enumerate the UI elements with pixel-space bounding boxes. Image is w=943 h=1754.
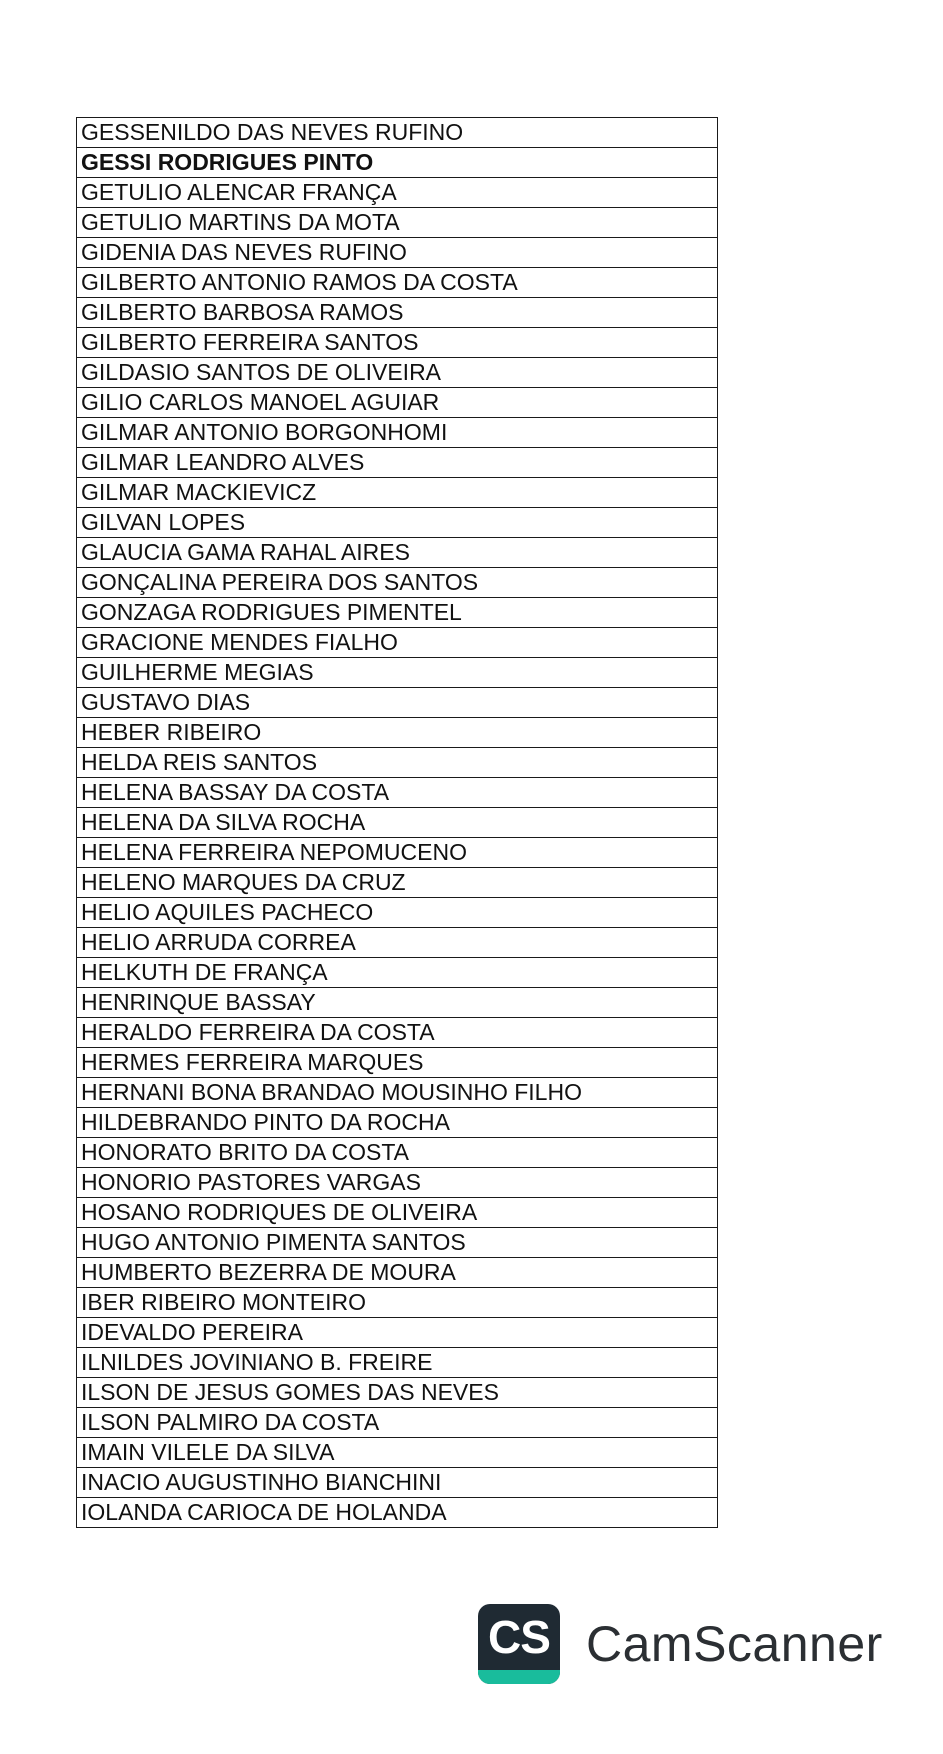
names-table-body: [77, 118, 718, 1528]
table-row: [77, 178, 718, 208]
camscanner-brand-text: CamScanner: [586, 1616, 883, 1672]
camscanner-logo-icon: [478, 1604, 560, 1684]
name-cell: IOLANDA CARIOCA DE HOLANDA: [77, 1498, 718, 1528]
name-cell: HEBER RIBEIRO: [77, 718, 718, 748]
table-row: [77, 208, 718, 238]
name-cell: GILDASIO SANTOS DE OLIVEIRA: [77, 358, 718, 388]
name-cell: HELENA FERREIRA NEPOMUCENO: [77, 838, 718, 868]
table-row: [77, 1108, 718, 1138]
table-row: [77, 718, 718, 748]
table-row: [77, 1378, 718, 1408]
table-row: [77, 538, 718, 568]
table-row: [77, 118, 718, 148]
name-cell: GILBERTO ANTONIO RAMOS DA COSTA: [77, 268, 718, 298]
name-cell: GETULIO ALENCAR FRANÇA: [77, 178, 718, 208]
table-row: [77, 268, 718, 298]
name-cell: GIDENIA DAS NEVES RUFINO: [77, 238, 718, 268]
name-cell: HENRINQUE BASSAY: [77, 988, 718, 1018]
table-row: [77, 328, 718, 358]
name-cell: ILSON DE JESUS GOMES DAS NEVES: [77, 1378, 718, 1408]
name-cell: IMAIN VILELE DA SILVA: [77, 1438, 718, 1468]
name-cell: GILMAR MACKIEVICZ: [77, 478, 718, 508]
table-row: [77, 1408, 718, 1438]
table-row: [77, 1498, 718, 1528]
table-row: [77, 358, 718, 388]
table-row: [77, 748, 718, 778]
name-cell: HELKUTH DE FRANÇA: [77, 958, 718, 988]
table-row: [77, 598, 718, 628]
name-cell: HELIO ARRUDA CORREA: [77, 928, 718, 958]
table-row: [77, 808, 718, 838]
table-row: [77, 958, 718, 988]
logo-accent-bar: [478, 1670, 560, 1684]
name-cell: GILMAR LEANDRO ALVES: [77, 448, 718, 478]
table-row: [77, 1168, 718, 1198]
table-row: [77, 868, 718, 898]
name-cell: GLAUCIA GAMA RAHAL AIRES: [77, 538, 718, 568]
table-row: [77, 1318, 718, 1348]
name-cell: HELENA BASSAY DA COSTA: [77, 778, 718, 808]
name-cell: HERMES FERREIRA MARQUES: [77, 1048, 718, 1078]
name-cell: GRACIONE MENDES FIALHO: [77, 628, 718, 658]
table-row: [77, 568, 718, 598]
table-row: [77, 1048, 718, 1078]
table-row: [77, 238, 718, 268]
name-cell: GETULIO MARTINS DA MOTA: [77, 208, 718, 238]
name-cell: GILIO CARLOS MANOEL AGUIAR: [77, 388, 718, 418]
name-cell: GONÇALINA PEREIRA DOS SANTOS: [77, 568, 718, 598]
name-cell: GUILHERME MEGIAS: [77, 658, 718, 688]
name-cell: HELDA REIS SANTOS: [77, 748, 718, 778]
table-row: [77, 298, 718, 328]
table-row: [77, 1138, 718, 1168]
table-row: [77, 658, 718, 688]
name-cell: GILVAN LOPES: [77, 508, 718, 538]
table-row: [77, 1198, 718, 1228]
table-row: [77, 628, 718, 658]
table-row: [77, 1078, 718, 1108]
name-cell: HERALDO FERREIRA DA COSTA: [77, 1018, 718, 1048]
table-row: [77, 478, 718, 508]
name-cell: HERNANI BONA BRANDAO MOUSINHO FILHO: [77, 1078, 718, 1108]
table-row: [77, 388, 718, 418]
table-row: [77, 778, 718, 808]
table-row: [77, 838, 718, 868]
name-cell: GILMAR ANTONIO BORGONHOMI: [77, 418, 718, 448]
name-cell: ILNILDES JOVINIANO B. FREIRE: [77, 1348, 718, 1378]
camscanner-watermark: [478, 1604, 883, 1684]
name-cell: HONORATO BRITO DA COSTA: [77, 1138, 718, 1168]
name-cell: GESSENILDO DAS NEVES RUFINO: [77, 118, 718, 148]
table-row: [77, 148, 718, 178]
name-cell: HILDEBRANDO PINTO DA ROCHA: [77, 1108, 718, 1138]
table-row: [77, 1468, 718, 1498]
name-cell: GILBERTO BARBOSA RAMOS: [77, 298, 718, 328]
table-row: [77, 1438, 718, 1468]
table-row: [77, 898, 718, 928]
name-cell: INACIO AUGUSTINHO BIANCHINI: [77, 1468, 718, 1498]
logo-letters: CS: [488, 1611, 550, 1663]
table-row: [77, 1228, 718, 1258]
name-cell: IDEVALDO PEREIRA: [77, 1318, 718, 1348]
name-cell: HELENO MARQUES DA CRUZ: [77, 868, 718, 898]
name-cell: HOSANO RODRIQUES DE OLIVEIRA: [77, 1198, 718, 1228]
table-row: [77, 1288, 718, 1318]
name-cell: GESSI RODRIGUES PINTO: [77, 148, 718, 178]
name-cell: HONORIO PASTORES VARGAS: [77, 1168, 718, 1198]
names-table: [76, 117, 718, 1528]
name-cell: GUSTAVO DIAS: [77, 688, 718, 718]
table-row: [77, 1258, 718, 1288]
name-cell: GILBERTO FERREIRA SANTOS: [77, 328, 718, 358]
table-row: [77, 418, 718, 448]
table-row: [77, 1348, 718, 1378]
name-cell: IBER RIBEIRO MONTEIRO: [77, 1288, 718, 1318]
name-cell: HUGO ANTONIO PIMENTA SANTOS: [77, 1228, 718, 1258]
name-cell: GONZAGA RODRIGUES PIMENTEL: [77, 598, 718, 628]
table-row: [77, 508, 718, 538]
table-row: [77, 1018, 718, 1048]
table-row: [77, 988, 718, 1018]
name-cell: HUMBERTO BEZERRA DE MOURA: [77, 1258, 718, 1288]
name-cell: ILSON PALMIRO DA COSTA: [77, 1408, 718, 1438]
table-row: [77, 688, 718, 718]
table-row: [77, 448, 718, 478]
name-cell: HELIO AQUILES PACHECO: [77, 898, 718, 928]
table-row: [77, 928, 718, 958]
name-cell: HELENA DA SILVA ROCHA: [77, 808, 718, 838]
